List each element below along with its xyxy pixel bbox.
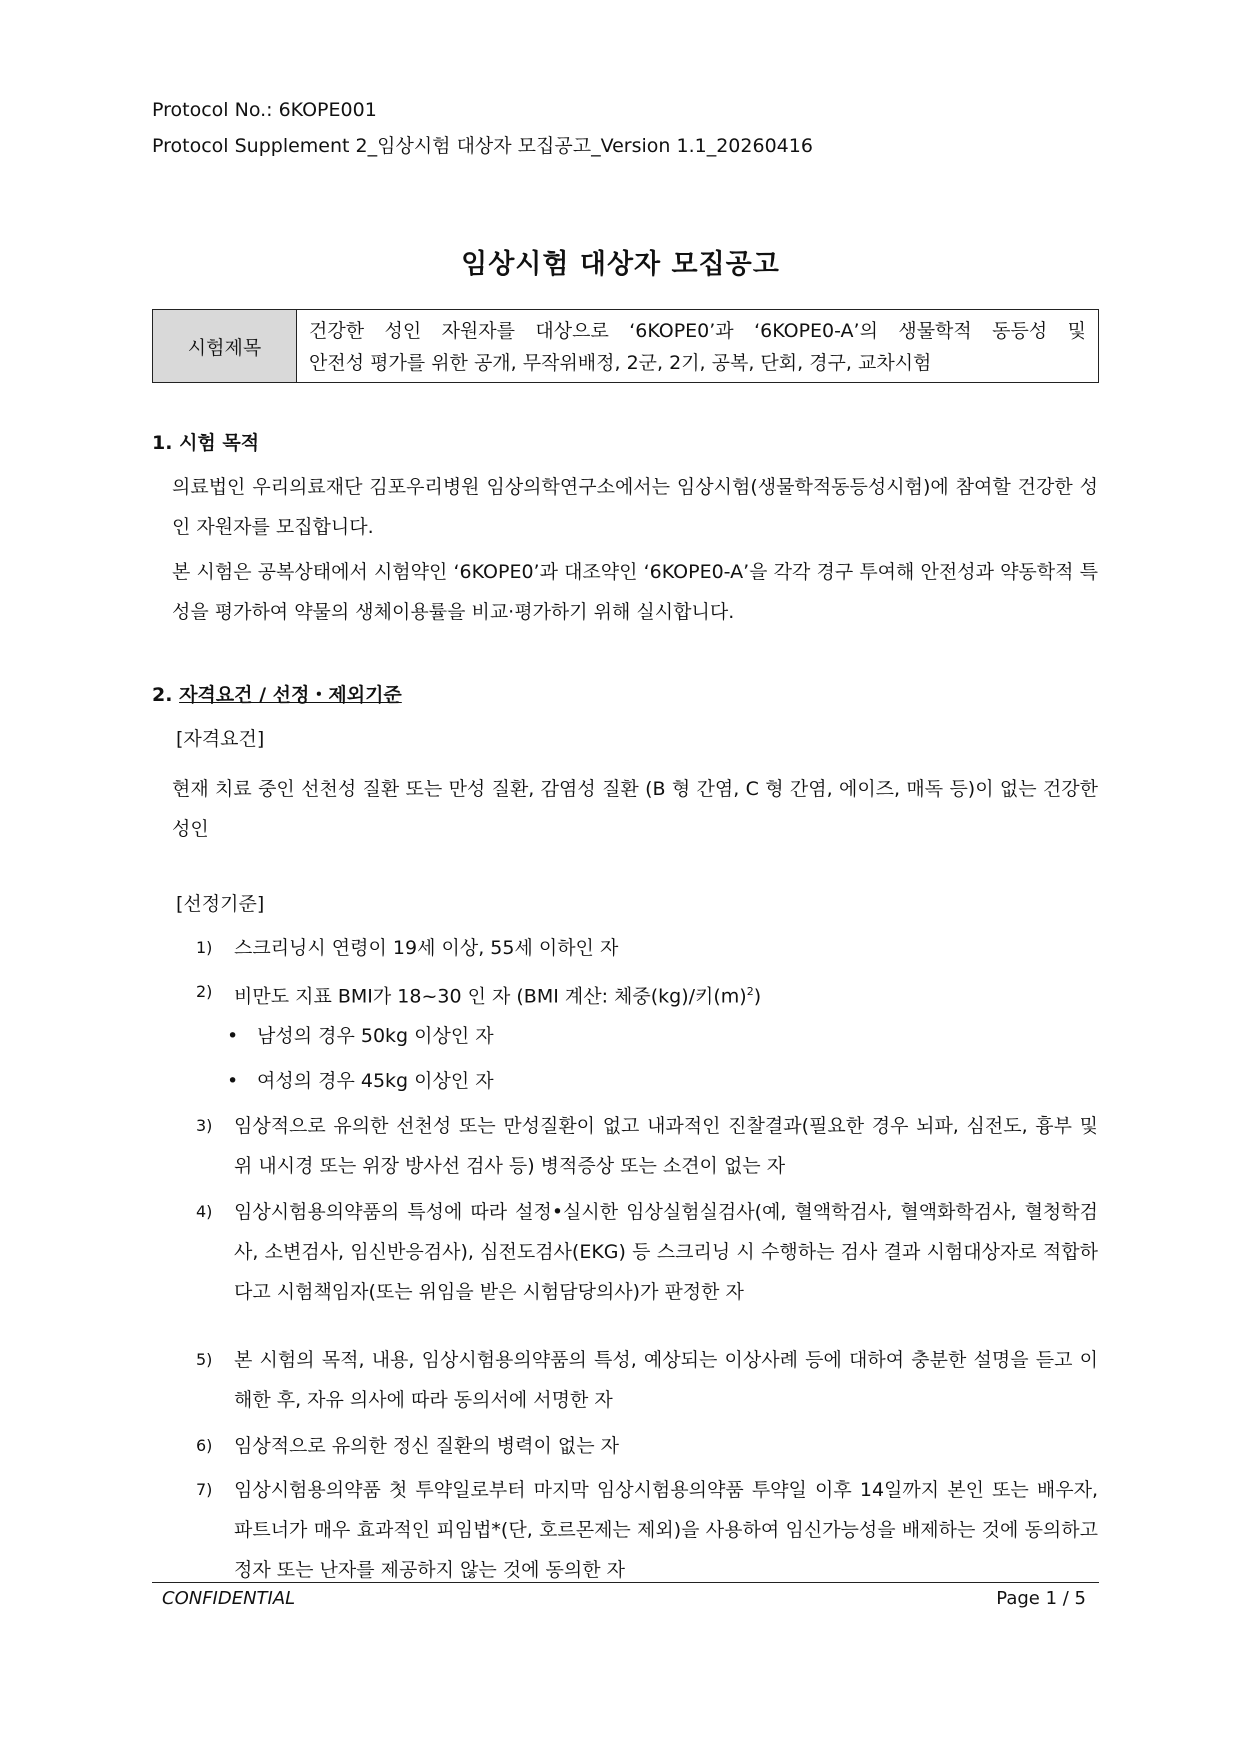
section-1-title: 시험 목적 — [179, 432, 260, 454]
criteria-item — [196, 1470, 1098, 1590]
confidential-label: CONFIDENTIAL — [162, 1588, 296, 1609]
protocol-number: Protocol No.: 6KOPE001 — [152, 99, 377, 121]
section-1-paragraph-1: 의료법인 우리의료재단 김포우리병원 임상의학연구소에서는 임상시험(생물학적동등성시험)에 참여할 건강한 성인 자원자를 모집합니다. — [172, 476, 1098, 538]
protocol-supplement: Protocol Supplement 2_임상시험 대상자 모집공고_Version 1.1_20260416 — [152, 135, 813, 157]
criteria-item-number: 6) — [196, 1436, 213, 1455]
criteria-item — [196, 1192, 1098, 1312]
study-title-line2: 안전성 평가를 위한 공개, 무작위배정, 2군, 2기, 공복, 단회, 경구, 교차시험 — [309, 352, 932, 374]
criteria-item-number: 7) — [196, 1480, 213, 1499]
criteria-item-text: 임상적으로 유의한 선천성 또는 만성질환이 없고 내과적인 진찰결과(필요한 경우 뇌파, 심전도, 흉부 및 위 내시경 또는 위장 방사선 검사 등) 병적증상 또는 소견이 없는 자 — [234, 1115, 1098, 1177]
criteria-item-text: 임상적으로 유의한 정신 질환의 병력이 없는 자 — [234, 1435, 619, 1457]
bmi-text: 비만도 지표 BMI가 18~30 인 자 (BMI 계산: 체중(kg)/키(m) — [234, 985, 747, 1008]
bullet-text: 여성의 경우 45kg 이상인 자 — [257, 1070, 494, 1092]
criteria-item — [196, 972, 1098, 1016]
study-title-value — [297, 310, 1098, 382]
bullet-text: 남성의 경우 50kg 이상인 자 — [257, 1025, 494, 1047]
bmi-superscript: 2 — [746, 985, 754, 998]
qualification-text: 현재 치료 중인 선천성 질환 또는 만성 질환, 감염성 질환 (B 형 간염, C 형 간염, 에이즈, 매독 등)이 없는 건강한 성인 — [172, 778, 1098, 840]
document-title: 임상시험 대상자 모집공고 — [461, 249, 780, 280]
section-1-paragraph-2: 본 시험은 공복상태에서 시험약인 ‘6KOPE0’과 대조약인 ‘6KOPE0-A’을 각각 경구 투여해 안전성과 약동학적 특성을 평가하여 약물의 생체이용률을 비교·평가하기 위해 실시합니다. — [172, 561, 1098, 623]
section-1-number: 1. — [152, 432, 173, 454]
criteria-item-text: 임상시험용의약품의 특성에 따라 설정•실시한 임상실험실검사(예, 혈액학검사, 혈액화학검사, 혈청학검사, 소변검사, 임신반응검사), 심전도검사(EKG) 등 스크리닝 시 수행하는 검사 결과 시험대상자로 적합하다고 시험책임자(또는 위임을 받은 시험담당의사)가 판정한 자 — [234, 1201, 1098, 1303]
section-2-heading — [152, 680, 402, 707]
bullet-dot: • — [227, 1070, 239, 1092]
study-title-line1: 건강한 성인 자원자를 대상으로 ‘6KOPE0’과 ‘6KOPE0-A’의 생물학적 동등성 및 — [309, 320, 1086, 342]
criteria-item-number: 5) — [196, 1350, 213, 1369]
criteria-item — [196, 1426, 1098, 1466]
criteria-bullet — [227, 1061, 494, 1101]
section-2-title: 자격요건 / 선정・제외기준 — [179, 684, 402, 706]
bmi-close: ) — [753, 985, 762, 1008]
criteria-bullet — [227, 1016, 494, 1056]
study-title-table — [152, 309, 1099, 383]
page-number: Page 1 / 5 — [996, 1588, 1086, 1609]
criteria-item-number: 3) — [196, 1116, 213, 1135]
qualification-label: [자격요건] — [176, 728, 265, 750]
bullet-dot: • — [227, 1025, 239, 1047]
criteria-item-number: 1) — [196, 938, 213, 957]
criteria-item — [196, 928, 1098, 968]
criteria-item-number: 2) — [196, 982, 213, 1001]
criteria-item — [196, 1106, 1098, 1186]
section-2-number: 2. — [152, 684, 173, 706]
criteria-item-number: 4) — [196, 1202, 213, 1221]
study-title-label: 시험제목 — [153, 310, 297, 382]
criteria-item-text: 스크리닝시 연령이 19세 이상, 55세 이하인 자 — [234, 937, 619, 959]
criteria-label: [선정기준] — [176, 893, 265, 915]
criteria-item — [196, 1340, 1098, 1420]
criteria-item-text: 임상시험용의약품 첫 투약일로부터 마지막 임상시험용의약품 투약일 이후 14일까지 본인 또는 배우자, 파트너가 매우 효과적인 피임법*(단, 호르몬제는 제외)을 사용하여 임신가능성을 배제하는 것에 동의하고 정자 또는 난자를 제공하지 않는 것에 동의한 자 — [234, 1479, 1098, 1581]
footer-divider — [152, 1582, 1099, 1583]
section-1-heading — [152, 428, 259, 455]
criteria-item-text — [234, 972, 1098, 1016]
criteria-item-text: 본 시험의 목적, 내용, 임상시험용의약품의 특성, 예상되는 이상사례 등에 대하여 충분한 설명을 듣고 이해한 후, 자유 의사에 따라 동의서에 서명한 자 — [234, 1349, 1098, 1411]
